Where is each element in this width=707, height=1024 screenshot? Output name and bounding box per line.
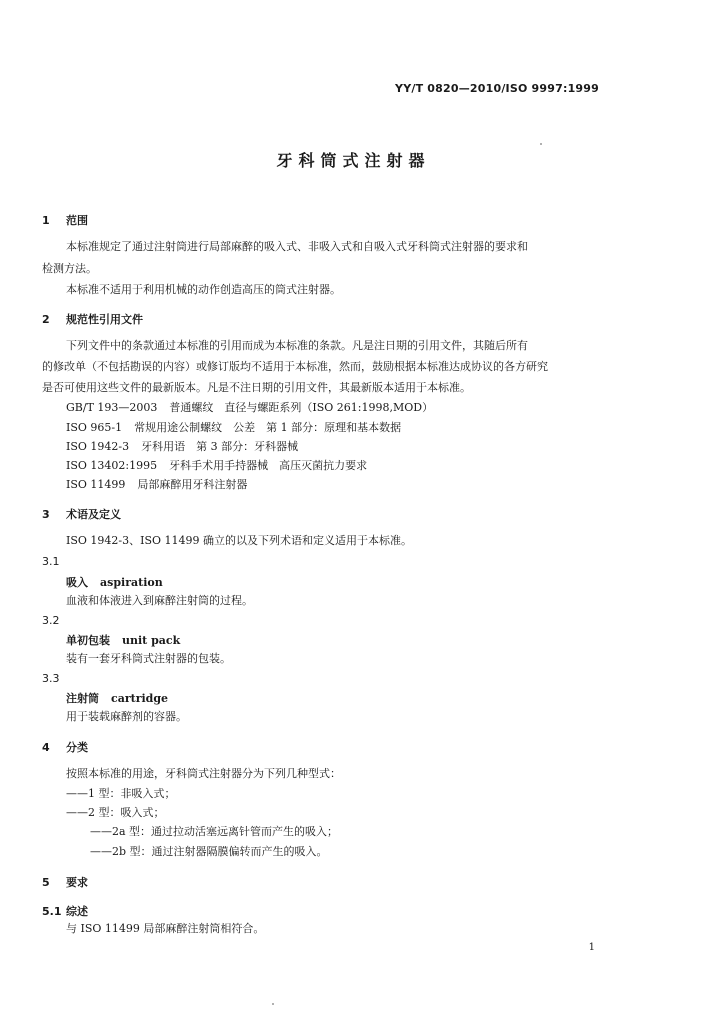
term-number: 3.1 bbox=[42, 555, 60, 568]
section-1-heading bbox=[42, 212, 88, 228]
reference-title: 牙科手术用手持器械 高压灭菌抗力要求 bbox=[169, 459, 368, 472]
paragraph: 按照本标准的用途，牙科筒式注射器分为下列几种型式： bbox=[66, 767, 341, 780]
section-2-heading bbox=[42, 311, 143, 327]
term-heading bbox=[66, 690, 168, 706]
paragraph: 的修改单（不包括勘误的内容）或修订版均不适用于本标准，然而，鼓励根据本标准达成协议的各方研究 bbox=[42, 360, 548, 373]
list-item: ——2b 型：通过注射器隔膜偏转而产生的吸入。 bbox=[90, 845, 328, 858]
list-item: ——2 型：吸入式； bbox=[66, 806, 165, 819]
term-number: 3.2 bbox=[42, 614, 60, 627]
paragraph: 是否可使用这些文件的最新版本。凡是不注日期的引用文件，其最新版本适用于本标准。 bbox=[42, 381, 471, 394]
paragraph: 本标准不适用于利用机械的动作创造高压的筒式注射器。 bbox=[66, 283, 341, 296]
reference-item bbox=[66, 421, 401, 435]
reference-title: 普通螺纹 直径与螺距系列（ISO 261:1998,MOD） bbox=[169, 401, 434, 414]
reference-code: ISO 1942-3 bbox=[66, 440, 130, 453]
term-en: unit pack bbox=[122, 634, 181, 647]
page-number: 1 bbox=[588, 942, 595, 953]
paragraph: ISO 1942-3、ISO 11499 确立的以及下列术语和定义适用于本标准。 bbox=[66, 534, 412, 547]
section-title: 规范性引用文件 bbox=[66, 313, 143, 326]
paragraph: 与 ISO 11499 局部麻醉注射筒相符合。 bbox=[66, 922, 265, 935]
term-heading bbox=[66, 574, 163, 590]
subsection-number: 5.1 bbox=[42, 905, 62, 918]
section-title: 要求 bbox=[66, 876, 88, 889]
reference-item bbox=[66, 459, 367, 473]
reference-code: ISO 13402:1995 bbox=[66, 459, 158, 472]
reference-code: ISO 11499 bbox=[66, 478, 126, 491]
section-4-heading bbox=[42, 739, 88, 755]
term-zh: 单初包装 bbox=[66, 634, 110, 647]
subsection-heading bbox=[42, 903, 88, 919]
section-number: 1 bbox=[42, 214, 50, 227]
list-item: ——1 型：非吸入式； bbox=[66, 787, 176, 800]
section-number: 2 bbox=[42, 313, 50, 326]
reference-title: 牙科用语 第 3 部分：牙科器械 bbox=[141, 440, 299, 453]
section-5-heading bbox=[42, 874, 88, 890]
term-zh: 注射筒 bbox=[66, 692, 99, 705]
term-en: aspiration bbox=[100, 576, 163, 589]
section-number: 4 bbox=[42, 741, 50, 754]
term-definition: 用于装载麻醉剂的容器。 bbox=[66, 710, 187, 723]
paragraph: 本标准规定了通过注射筒进行局部麻醉的吸入式、非吸入式和自吸入式牙科筒式注射器的要求和 bbox=[66, 240, 528, 253]
subsection-title: 综述 bbox=[66, 905, 88, 918]
section-3-heading bbox=[42, 506, 121, 522]
term-en: cartridge bbox=[111, 692, 169, 705]
section-number: 5 bbox=[42, 876, 50, 889]
term-zh: 吸入 bbox=[66, 576, 88, 589]
section-title: 分类 bbox=[66, 741, 88, 754]
reference-item bbox=[66, 401, 433, 415]
reference-code: GB/T 193—2003 bbox=[66, 401, 158, 414]
term-definition: 装有一套牙科筒式注射器的包装。 bbox=[66, 652, 231, 665]
term-definition: 血液和体液进入到麻醉注射筒的过程。 bbox=[66, 594, 253, 607]
section-title: 术语及定义 bbox=[66, 508, 121, 521]
list-item: ——2a 型：通过拉动活塞远离针管而产生的吸入； bbox=[90, 825, 339, 838]
paragraph: 下列文件中的条款通过本标准的引用而成为本标准的条款。凡是注日期的引用文件，其随后所有 bbox=[66, 339, 528, 352]
standard-code: YY/T 0820—2010/ISO 9997:1999 bbox=[395, 82, 599, 95]
reference-title: 局部麻醉用牙科注射器 bbox=[137, 478, 248, 491]
section-title: 范围 bbox=[66, 214, 88, 227]
reference-title: 常规用途公制螺纹 公差 第 1 部分：原理和基本数据 bbox=[134, 421, 402, 434]
reference-code: ISO 965-1 bbox=[66, 421, 123, 434]
scan-speck bbox=[272, 1003, 274, 1005]
reference-item bbox=[66, 440, 298, 454]
paragraph: 检测方法。 bbox=[42, 262, 97, 275]
reference-item bbox=[66, 478, 247, 492]
section-number: 3 bbox=[42, 508, 50, 521]
term-number: 3.3 bbox=[42, 672, 60, 685]
document-title: 牙科筒式注射器 bbox=[276, 151, 431, 170]
term-heading bbox=[66, 632, 180, 648]
scan-speck bbox=[540, 143, 542, 145]
